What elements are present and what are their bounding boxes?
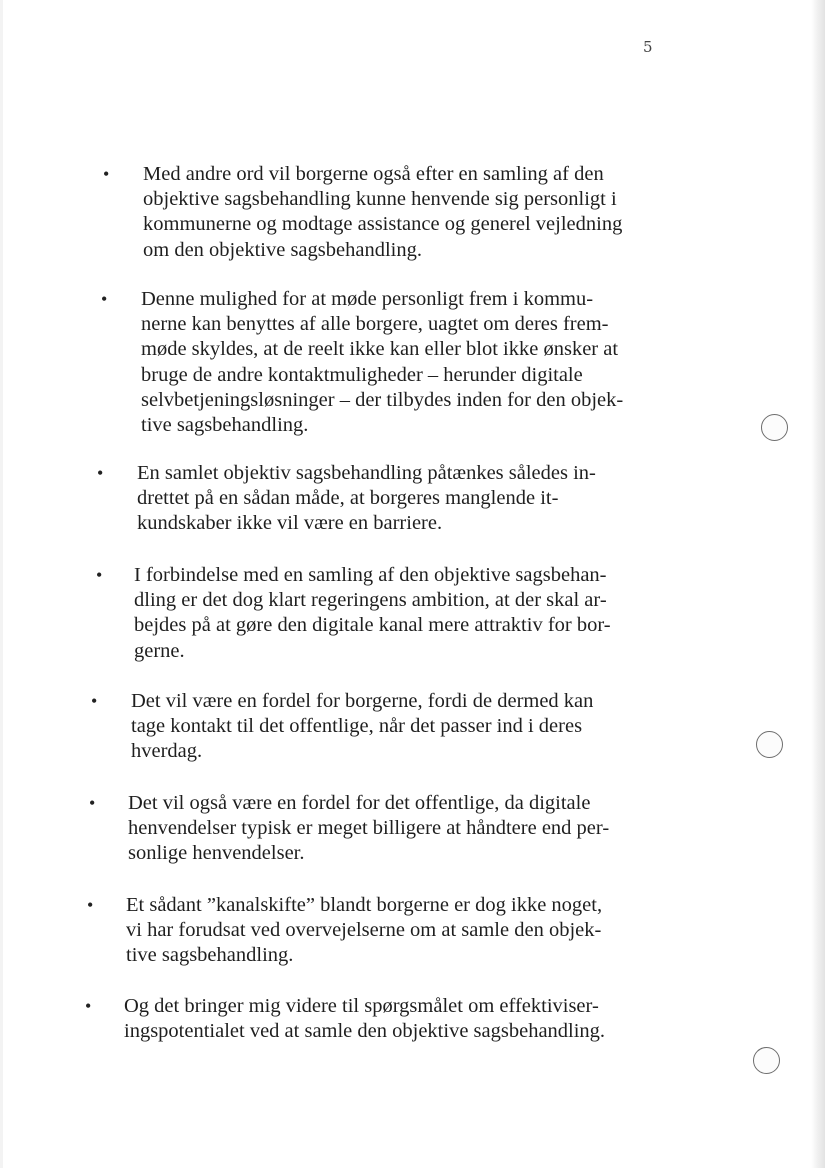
page-number: 5: [643, 38, 653, 56]
bullet-line: vi har forudsat ved overvejelserne om at samle den objek-: [126, 919, 602, 942]
punch-hole-icon: [761, 414, 788, 441]
bullet-icon: •: [87, 895, 94, 915]
bullet-line: tive sagsbehandling.: [126, 944, 294, 967]
bullet-icon: •: [97, 463, 104, 483]
bullet-line: bruge de andre kontaktmuligheder – herunder digitale: [141, 363, 583, 386]
bullet-item: [96, 563, 641, 664]
bullet-item: [91, 689, 636, 765]
bullet-line: I forbindelse med en samling af den objektive sagsbehan-: [134, 564, 607, 586]
bullet-line: kommunerne og modtage assistance og generel vejledning: [143, 213, 623, 236]
page-right-edge: [811, 0, 825, 1168]
bullet-line: dling er det dog klart regeringens ambition, at der skal ar-: [134, 589, 607, 612]
bullet-icon: •: [85, 996, 92, 1016]
page-left-edge: [0, 0, 3, 1168]
bullet-icon: •: [96, 565, 103, 585]
bullet-icon: •: [89, 793, 96, 813]
bullet-line: Denne mulighed for at møde personligt frem i kommu-: [141, 288, 594, 310]
bullet-icon: •: [101, 289, 108, 309]
punch-hole-icon: [756, 731, 783, 758]
bullet-item: [87, 893, 632, 969]
bullet-line: om den objektive sagsbehandling.: [143, 238, 422, 261]
bullet-line: nerne kan benyttes af alle borgere, uagtet om deres frem-: [141, 313, 609, 336]
bullet-line: drettet på en sådan måde, at borgeres manglende it-: [137, 487, 559, 510]
bullet-line: objektive sagsbehandling kunne henvende sig personligt i: [143, 188, 617, 211]
bullet-item: [97, 461, 642, 537]
bullet-line: En samlet objektiv sagsbehandling påtænkes således in-: [137, 462, 596, 484]
bullet-line: møde skyldes, at de reelt ikke kan eller blot ikke ønsker at: [141, 338, 619, 361]
bullet-item: [101, 287, 646, 438]
bullet-item: [85, 994, 630, 1044]
bullet-line: Med andre ord vil borgerne også efter en samling af den: [143, 163, 604, 185]
bullet-item: [89, 791, 634, 867]
bullet-line: tage kontakt til det offentlige, når det passer ind i deres: [131, 715, 583, 738]
bullet-line: kundskaber ikke vil være en barriere.: [137, 512, 443, 535]
bullet-line: Det vil være en fordel for borgerne, fordi de dermed kan: [131, 690, 594, 712]
bullet-line: gerne.: [134, 639, 185, 662]
bullet-line: hverdag.: [131, 740, 203, 763]
bullet-icon: •: [103, 164, 110, 184]
bullet-line: bejdes på at gøre den digitale kanal mere attraktiv for bor-: [134, 614, 611, 637]
bullet-line: Det vil også være en fordel for det offentlige, da digitale: [128, 792, 591, 814]
bullet-line: henvendelser typisk er meget billigere at håndtere end per-: [128, 817, 610, 840]
punch-hole-icon: [753, 1047, 780, 1074]
bullet-line: ingspotentialet ved at samle den objektive sagsbehandling.: [124, 1020, 606, 1043]
bullet-line: tive sagsbehandling.: [141, 414, 309, 437]
bullet-icon: •: [91, 691, 98, 711]
bullet-line: Og det bringer mig videre til spørgsmålet om effektiviser-: [124, 995, 599, 1017]
bullet-line: Et sådant ”kanalskifte” blandt borgerne er dog ikke noget,: [126, 894, 603, 916]
bullet-item: [103, 162, 643, 263]
bullet-line: selvbetjeningsløsninger – der tilbydes inden for den objek-: [141, 388, 624, 411]
bullet-line: sonlige henvendelser.: [128, 842, 305, 865]
